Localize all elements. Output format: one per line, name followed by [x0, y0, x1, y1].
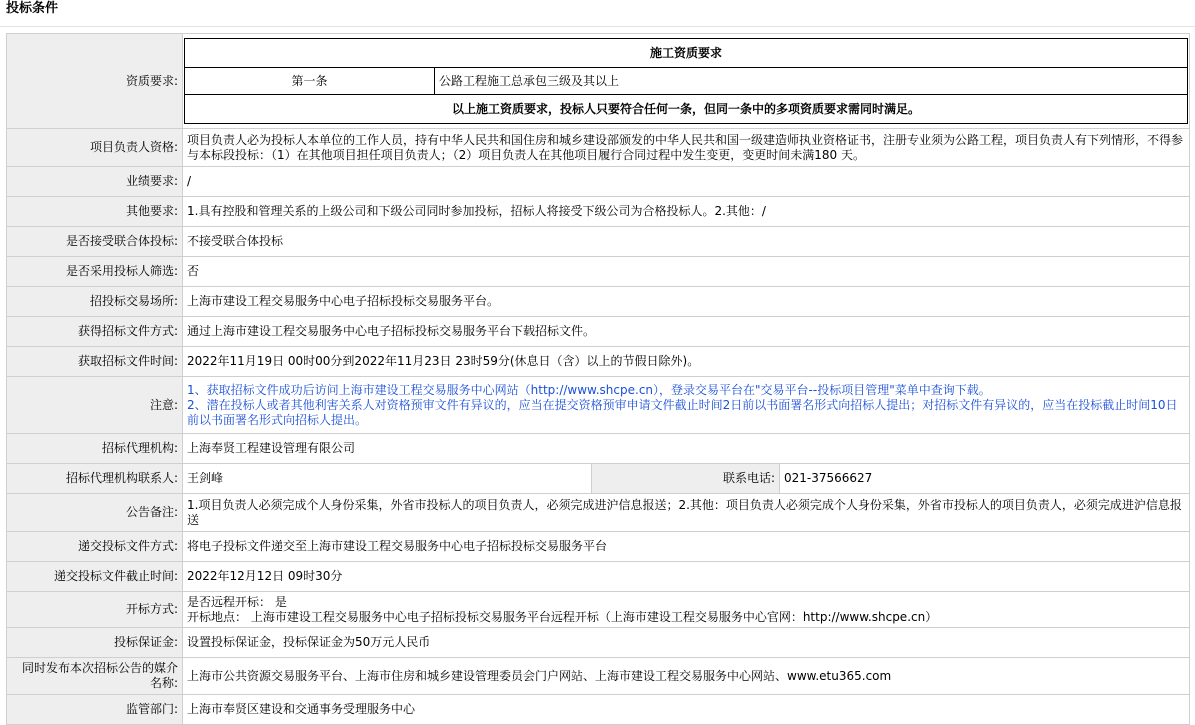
row-remarks — [7, 494, 1190, 532]
screening-value: 否 — [183, 257, 1190, 287]
deposit-label: 投标保证金: — [7, 628, 183, 658]
row-opening — [7, 592, 1190, 628]
manager-label: 项目负责人资格: — [7, 129, 183, 167]
row-obtain-method — [7, 317, 1190, 347]
media-value: 上海市公共资源交易服务平台、上海市住房和城乡建设管理委员会门户网站、上海市建设工程交易服务中心网站、www.etu365.com — [183, 658, 1190, 695]
submit-method-label: 递交投标文件方式: — [7, 532, 183, 562]
supervisor-value: 上海市奉贤区建设和交通事务受理服务中心 — [183, 695, 1190, 725]
row-performance — [7, 167, 1190, 197]
consortium-value: 不接受联合体投标 — [183, 227, 1190, 257]
row-other — [7, 197, 1190, 227]
qualification-content: 公路工程施工总承包三级及其以上 — [435, 68, 1188, 95]
agency-label: 招标代理机构: — [7, 434, 183, 464]
row-obtain-time — [7, 347, 1190, 377]
opening-value — [183, 592, 1190, 628]
qualification-table — [184, 38, 1188, 124]
qualification-header: 施工资质要求 — [185, 39, 1188, 68]
agency-value: 上海奉贤工程建设管理有限公司 — [183, 434, 1190, 464]
opening-label: 开标方式: — [7, 592, 183, 628]
row-notice — [7, 377, 1190, 434]
remarks-value: 1.项目负责人必须完成个人身份采集，外省市投标人的项目负责人，必须完成进沪信息报送；2.其他：项目负责人必须完成个人身份采集，外省市投标人的项目负责人，必须完成进沪信息报送 — [183, 494, 1190, 532]
phone-label: 联系电话: — [592, 464, 780, 494]
submit-method-value: 将电子投标文件递交至上海市建设工程交易服务中心电子招标投标交易服务平台 — [183, 532, 1190, 562]
other-value: 1.具有控股和管理关系的上级公司和下级公司同时参加投标，招标人将接受下级公司为合格投标人。2.其他：/ — [183, 197, 1190, 227]
supervisor-label: 监管部门: — [7, 695, 183, 725]
screening-label: 是否采用投标人筛选: — [7, 257, 183, 287]
notice-label: 注意: — [7, 377, 183, 434]
manager-value: 项目负责人必为投标人本单位的工作人员，持有中华人民共和国住房和城乡建设部颁发的中华人民共和国一级建造师执业资格证书，注册专业须为公路工程，项目负责人有下列情形，不得参与本标段投标：（1）在其他项目担任项目负责人；（2）项目负责人在其他项目履行合同过程中发生变更，变更时间未满180 天。 — [183, 129, 1190, 167]
row-qualification — [7, 34, 1190, 129]
venue-value: 上海市建设工程交易服务中心电子招标投标交易服务平台。 — [183, 287, 1190, 317]
notice-line-1: 1、获取招标文件成功后访问上海市建设工程交易服务中心网站（http://www.shcpe.cn），登录交易平台在"交易平台--投标项目管理"菜单中查询下载。 — [187, 382, 991, 397]
media-label: 同时发布本次招标公告的媒介名称: — [7, 658, 183, 695]
notice-line-2: 2、潜在投标人或者其他利害关系人对资格预审文件有异议的，应当在提交资格预审申请文件截止时间2日前以书面署名形式向招标人提出；对招标文件有异议的，应当在投标截止时间10日前以书面署名形式向招标人提出。 — [187, 397, 1178, 427]
row-supervisor — [7, 695, 1190, 725]
performance-label: 业绩要求: — [7, 167, 183, 197]
row-agency — [7, 434, 1190, 464]
row-deposit — [7, 628, 1190, 658]
remarks-label: 公告备注: — [7, 494, 183, 532]
obtain-method-label: 获得招标文件方式: — [7, 317, 183, 347]
performance-value: / — [183, 167, 1190, 197]
row-deadline — [7, 562, 1190, 592]
other-label: 其他要求: — [7, 197, 183, 227]
row-manager — [7, 129, 1190, 167]
section-title: 投标条件 — [6, 1, 59, 16]
qualification-article: 第一条 — [185, 68, 435, 95]
obtain-time-value: 2022年11月19日 00时00分到2022年11月23日 23时59分(休息日（含）以上的节假日除外)。 — [183, 347, 1190, 377]
agency-contact-value: 王剑峰 — [183, 464, 592, 494]
qualification-footer: 以上施工资质要求，投标人只要符合任何一条，但同一条中的多项资质要求需同时满足。 — [185, 95, 1188, 124]
deadline-value: 2022年12月12日 09时30分 — [183, 562, 1190, 592]
deadline-label: 递交投标文件截止时间: — [7, 562, 183, 592]
obtain-method-value: 通过上海市建设工程交易服务中心电子招标投标交易服务平台下载招标文件。 — [183, 317, 1190, 347]
agency-contact-label: 招标代理机构联系人: — [7, 464, 183, 494]
row-media — [7, 658, 1190, 695]
row-consortium — [7, 227, 1190, 257]
row-venue — [7, 287, 1190, 317]
opening-location: 开标地点： 上海市建设工程交易服务中心电子招标投标交易服务平台远程开标（上海市建设工程交易服务中心官网：http://www.shcpe.cn） — [187, 609, 938, 624]
notice-value — [183, 377, 1190, 434]
row-screening — [7, 257, 1190, 287]
row-agency-contact — [7, 464, 1190, 494]
phone-value: 021-37566627 — [780, 464, 1190, 494]
deposit-value: 设置投标保证金，投标保证金为50万元人民币 — [183, 628, 1190, 658]
qualification-label: 资质要求: — [7, 34, 183, 129]
opening-remote: 是否远程开标： 是 — [187, 594, 287, 609]
row-submit-method — [7, 532, 1190, 562]
title-divider — [0, 26, 1195, 27]
consortium-label: 是否接受联合体投标: — [7, 227, 183, 257]
obtain-time-label: 获取招标文件时间: — [7, 347, 183, 377]
venue-label: 招投标交易场所: — [7, 287, 183, 317]
tender-conditions-table — [6, 33, 1190, 725]
